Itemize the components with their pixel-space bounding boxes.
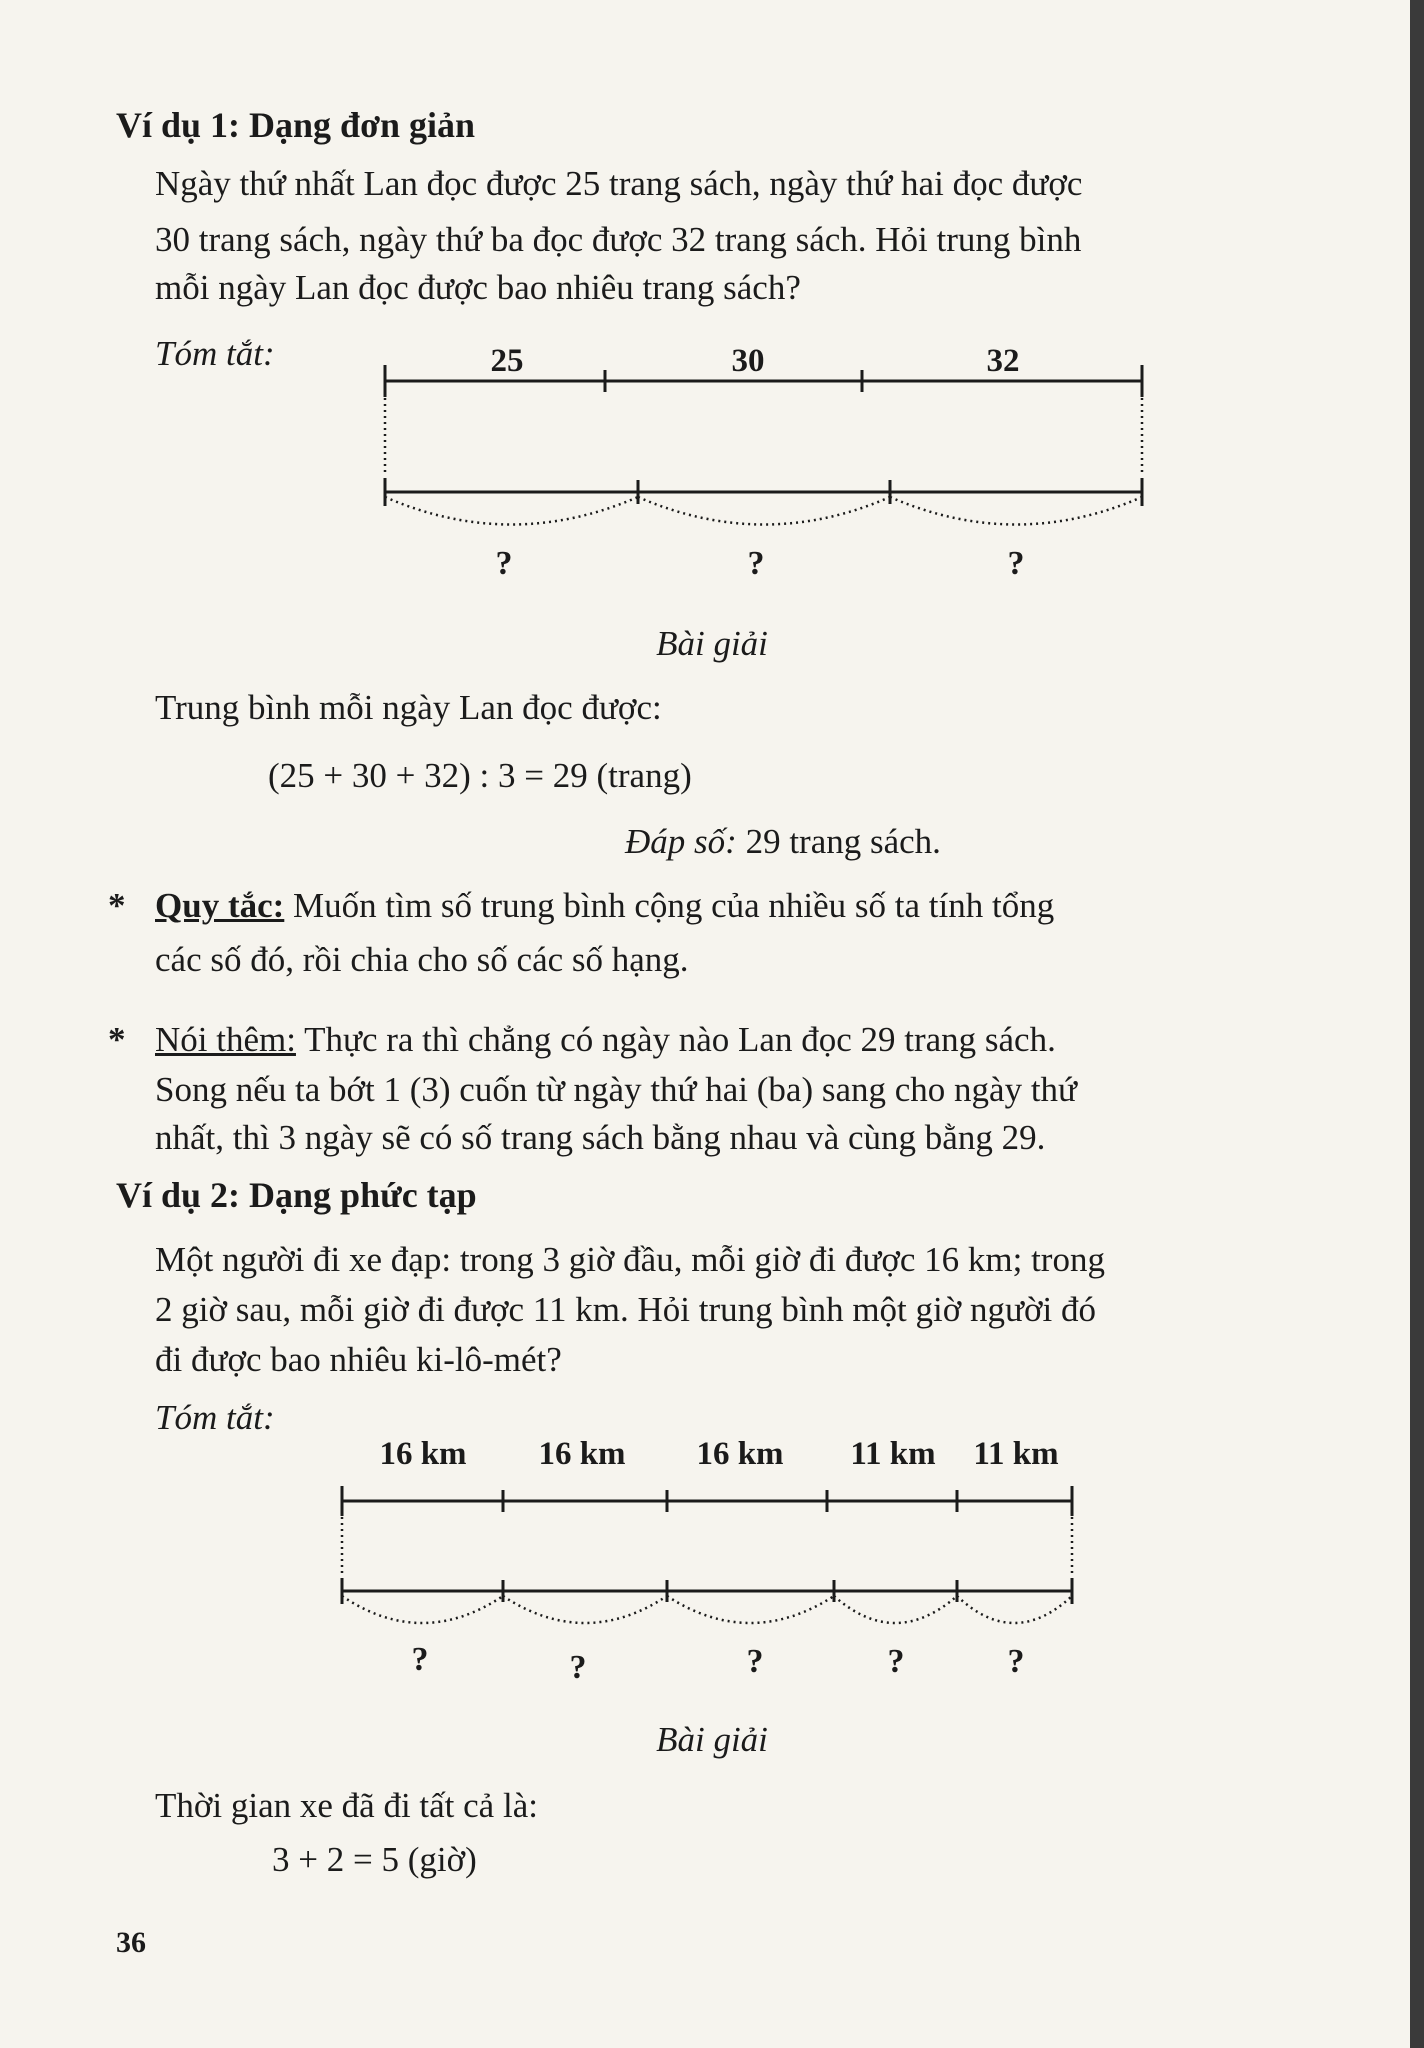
example-2-text-line: 2 giờ sau, mỗi giờ đi được 11 km. Hỏi trung bình một giờ người đó xyxy=(155,1290,1096,1329)
example-2-text-line: Một người đi xe đạp: trong 3 giờ đầu, mỗi giờ đi được 16 km; trong xyxy=(155,1240,1105,1279)
note-text: Thực ra thì chẳng có ngày nào Lan đọc 29 trang sách. xyxy=(304,1020,1056,1059)
segment-label: 11 km xyxy=(973,1436,1059,1472)
segment-label: 16 km xyxy=(379,1436,467,1472)
note-label: Nói thêm: xyxy=(155,1020,296,1059)
example-1-solution-line: Trung bình mỗi ngày Lan đọc được: xyxy=(155,688,662,727)
segment-label: 32 xyxy=(986,343,1020,379)
segment-label: 30 xyxy=(731,343,765,379)
question-mark: ? xyxy=(411,1641,429,1678)
example-1-summary-label: Tóm tắt: xyxy=(155,334,275,373)
example-2-text-line: đi được bao nhiêu ki-lô-mét? xyxy=(155,1340,562,1379)
example-1-solution-heading: Bài giải xyxy=(656,624,768,663)
question-mark: ? xyxy=(1007,1643,1025,1680)
rule-line: các số đó, rồi chia cho số các số hạng. xyxy=(155,940,689,979)
question-mark: ? xyxy=(569,1649,587,1686)
question-mark: ? xyxy=(747,545,765,582)
note-bullet: * xyxy=(108,1020,126,1059)
example-1-text-line: Ngày thứ nhất Lan đọc được 25 trang sách, ngày thứ hai đọc được xyxy=(155,164,1083,203)
answer-label: Đáp số: xyxy=(625,822,737,861)
question-mark: ? xyxy=(887,1643,905,1680)
rule-bullet: * xyxy=(108,886,126,925)
segment-label: 25 xyxy=(490,343,524,379)
question-mark: ? xyxy=(495,545,513,582)
note-line: Song nếu ta bớt 1 (3) cuốn từ ngày thứ hai (ba) sang cho ngày thứ xyxy=(155,1070,1078,1109)
example-1-text-line: 30 trang sách, ngày thứ ba đọc được 32 trang sách. Hỏi trung bình xyxy=(155,220,1082,259)
page-number: 36 xyxy=(116,1926,146,1959)
example-2-solution-line: Thời gian xe đã đi tất cả là: xyxy=(155,1786,538,1825)
example-2-equation: 3 + 2 = 5 (giờ) xyxy=(272,1840,477,1879)
example-1-text-line: mỗi ngày Lan đọc được bao nhiêu trang sách? xyxy=(155,268,801,307)
note-line: nhất, thì 3 ngày sẽ có số trang sách bằng nhau và cùng bằng 29. xyxy=(155,1118,1046,1157)
segment-label: 16 km xyxy=(538,1436,626,1472)
example-2-summary-label: Tóm tắt: xyxy=(155,1398,275,1437)
question-mark: ? xyxy=(746,1643,764,1680)
question-mark: ? xyxy=(1007,545,1025,582)
answer-value: 29 trang sách. xyxy=(745,822,941,861)
segment-label: 16 km xyxy=(696,1436,784,1472)
segment-label: 11 km xyxy=(850,1436,936,1472)
example-2-heading: Ví dụ 2: Dạng phức tạp xyxy=(116,1175,477,1215)
example-1-equation: (25 + 30 + 32) : 3 = 29 (trang) xyxy=(268,756,692,795)
rule-text: Muốn tìm số trung bình cộng của nhiều số ta tính tổng xyxy=(293,886,1055,925)
example-2-solution-heading: Bài giải xyxy=(656,1720,768,1759)
example-1-heading: Ví dụ 1: Dạng đơn giản xyxy=(116,105,476,145)
rule-label: Quy tắc: xyxy=(155,886,285,925)
